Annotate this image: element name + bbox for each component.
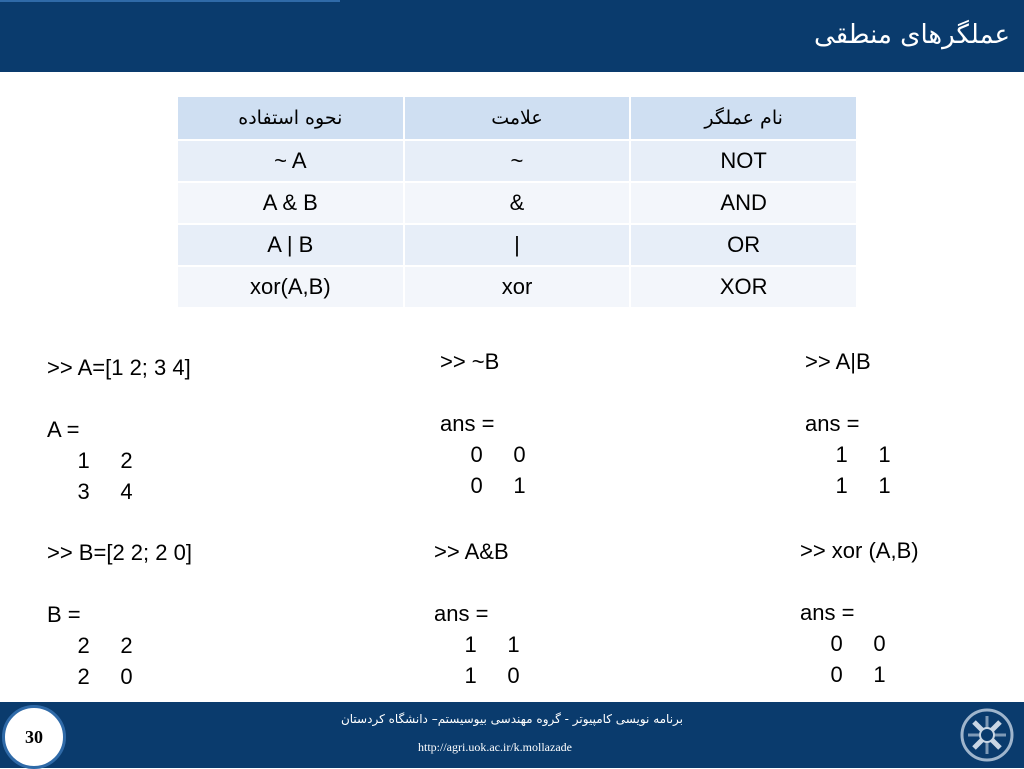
slide-footer <box>0 702 1024 768</box>
table-row <box>177 140 857 182</box>
code-block-not-b: >> ~B ans = 0 0 0 1 <box>440 349 526 498</box>
table-cell: OR <box>630 224 857 266</box>
operators-table <box>176 95 858 309</box>
header-symbol: علامت <box>404 96 631 140</box>
table-cell: ~ A <box>177 140 404 182</box>
table-row <box>177 266 857 308</box>
table-cell: & <box>404 182 631 224</box>
table-cell: xor <box>404 266 631 308</box>
code-block-define-a: >> A=[1 2; 3 4] A = 1 2 3 4 <box>47 355 191 504</box>
code-block-define-b: >> B=[2 2; 2 0] B = 2 2 2 0 <box>47 540 192 689</box>
table-cell: AND <box>630 182 857 224</box>
table-header-row <box>177 96 857 140</box>
table-cell: A | B <box>177 224 404 266</box>
footer-url: http://agri.uok.ac.ir/k.mollazade <box>418 740 572 754</box>
table-cell: A & B <box>177 182 404 224</box>
table-cell: XOR <box>630 266 857 308</box>
page-number-badge: 30 <box>2 705 66 769</box>
code-block-xor: >> xor (A,B) ans = 0 0 0 1 <box>800 538 919 687</box>
code-block-a-or-b: >> A|B ans = 1 1 1 1 <box>805 349 891 498</box>
footer-course-text: برنامه نویسی کامپیوتر - گروه مهندسی بیوسیستم– دانشگاه کردستان <box>340 712 684 726</box>
header-usage: نحوه استفاده <box>177 96 404 140</box>
table-cell: ~ <box>404 140 631 182</box>
table-cell: xor(A,B) <box>177 266 404 308</box>
slide-title: عملگرهای منطقی <box>813 20 1010 50</box>
header-operator-name: نام عملگر <box>630 96 857 140</box>
slide-header <box>0 0 1024 72</box>
table-cell: | <box>404 224 631 266</box>
university-logo-icon <box>960 708 1014 762</box>
code-block-a-and-b: >> A&B ans = 1 1 1 0 <box>434 539 520 688</box>
table-cell: NOT <box>630 140 857 182</box>
header-accent-line <box>0 0 340 2</box>
table-row <box>177 224 857 266</box>
table-row <box>177 182 857 224</box>
